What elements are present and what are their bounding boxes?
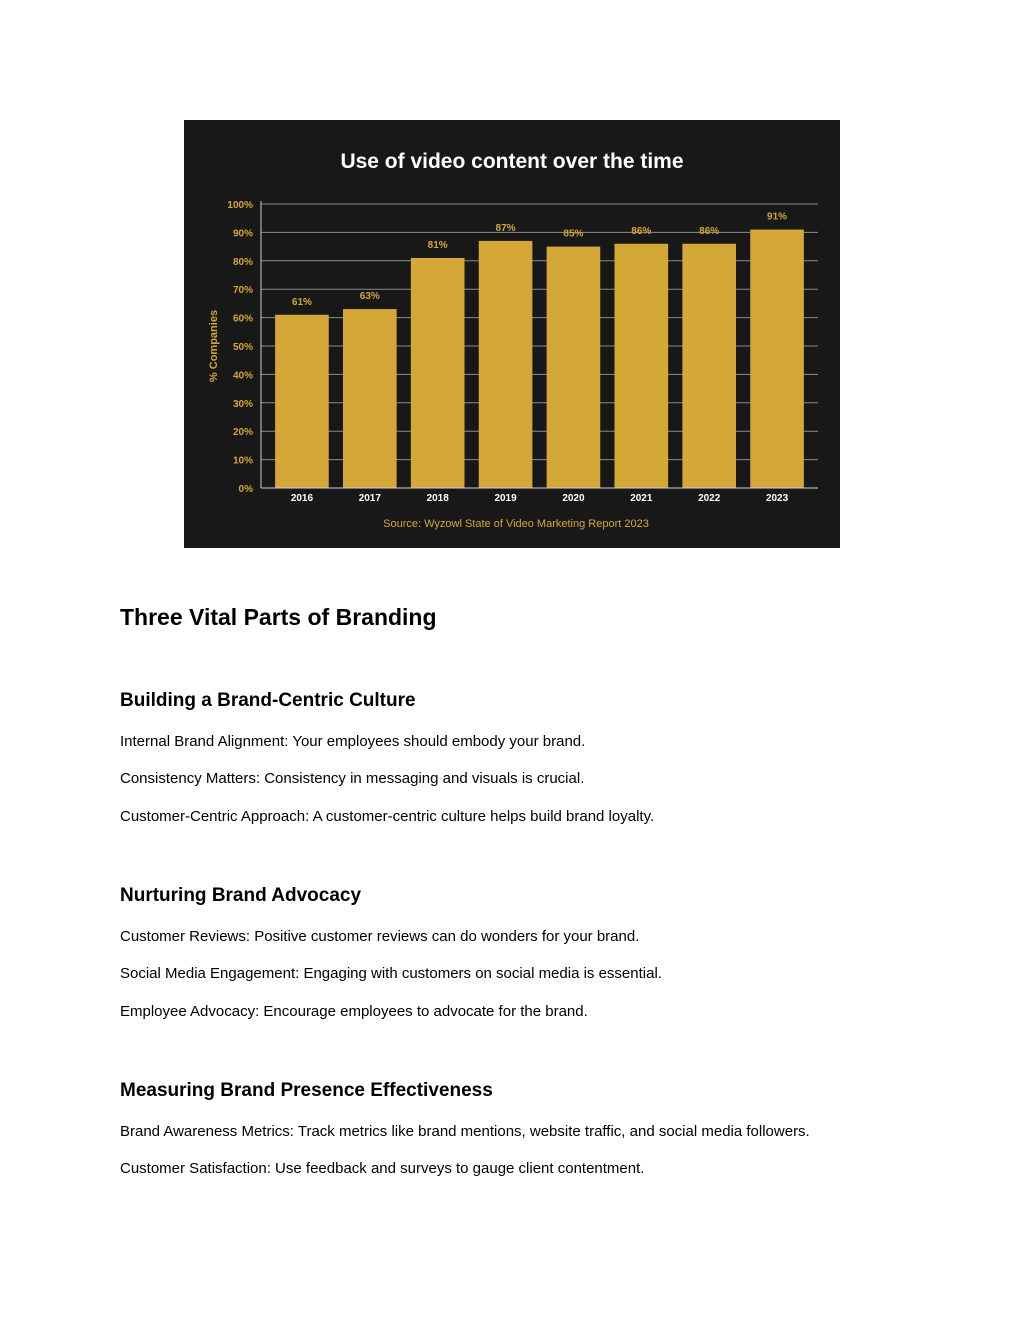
x-tick-label: 2022 [698,493,721,504]
data-label-2019: 87% [495,222,516,234]
data-label-2022: 86% [699,225,720,237]
section-heading-advocacy: Nurturing Brand Advocacy [120,885,362,906]
y-tick-label: 0% [238,484,253,495]
section-text: Consistency Matters: Consistency in messaging and visuals is crucial. [120,770,585,787]
x-tick-label: 2021 [630,493,653,504]
bar-2018 [411,258,465,488]
section-heading-measuring: Measuring Brand Presence Effectiveness [120,1080,493,1101]
section-heading-culture: Building a Brand-Centric Culture [120,690,416,711]
bar-2020 [547,247,601,488]
y-tick-label: 50% [232,342,253,353]
y-tick-label: 30% [232,398,253,410]
section-text: Brand Awareness Metrics: Track metrics like brand mentions, website traffic, and social media followers. [120,1123,810,1140]
data-label-2016: 61% [291,296,312,308]
bar-2023 [750,230,804,488]
bar-2019 [479,241,533,488]
section-text: Employee Advocacy: Encourage employees to advocate for the brand. [120,1003,588,1020]
chart-bars [275,230,804,488]
section-text: Customer-Centric Approach: A customer-centric culture helps build brand loyalty. [120,808,655,825]
y-tick-label: 40% [232,370,253,382]
x-tick-label: 2023 [765,493,789,504]
y-tick-label: 20% [232,427,253,439]
section-text: Customer Satisfaction: Use feedback and surveys to gauge client contentment. [120,1160,645,1177]
data-label-2017: 63% [359,291,380,303]
section-text: Social Media Engagement: Engaging with customers on social media is essential. [120,965,662,982]
y-tick-label: 100% [227,200,253,211]
section-text: Internal Brand Alignment: Your employees should embody your brand. [120,733,586,750]
bar-2016 [275,315,329,488]
data-label-2020: 85% [563,228,584,240]
video-usage-chart [184,120,840,548]
y-tick-label: 60% [232,313,253,325]
x-tick-label: 2018 [426,493,449,504]
data-label-2021: 86% [631,225,652,237]
chart-y-ticks [227,200,253,495]
chart-x-ticks [291,493,789,504]
y-tick-label: 90% [232,228,253,240]
data-label-2023: 91% [767,211,788,223]
chart-svg [184,120,840,548]
x-tick-label: 2020 [562,493,585,504]
y-tick-label: 70% [232,285,253,297]
data-label-2018: 81% [427,239,448,251]
bar-2022 [682,244,736,488]
x-tick-label: 2016 [290,493,314,504]
x-tick-label: 2017 [358,493,381,504]
bar-2021 [615,244,669,488]
bar-2017 [343,309,397,488]
y-tick-label: 80% [232,256,253,268]
page-heading: Three Vital Parts of Branding [120,604,437,630]
chart-source-note: Source: Wyzowl State of Video Marketing Report 2023 [383,518,649,530]
section-text: Customer Reviews: Positive customer reviews can do wonders for your brand. [120,928,640,945]
x-tick-label: 2019 [494,493,517,504]
chart-y-axis-label: % Companies [208,309,220,383]
y-tick-label: 10% [232,455,253,467]
chart-title: Use of video content over the time [340,150,684,173]
